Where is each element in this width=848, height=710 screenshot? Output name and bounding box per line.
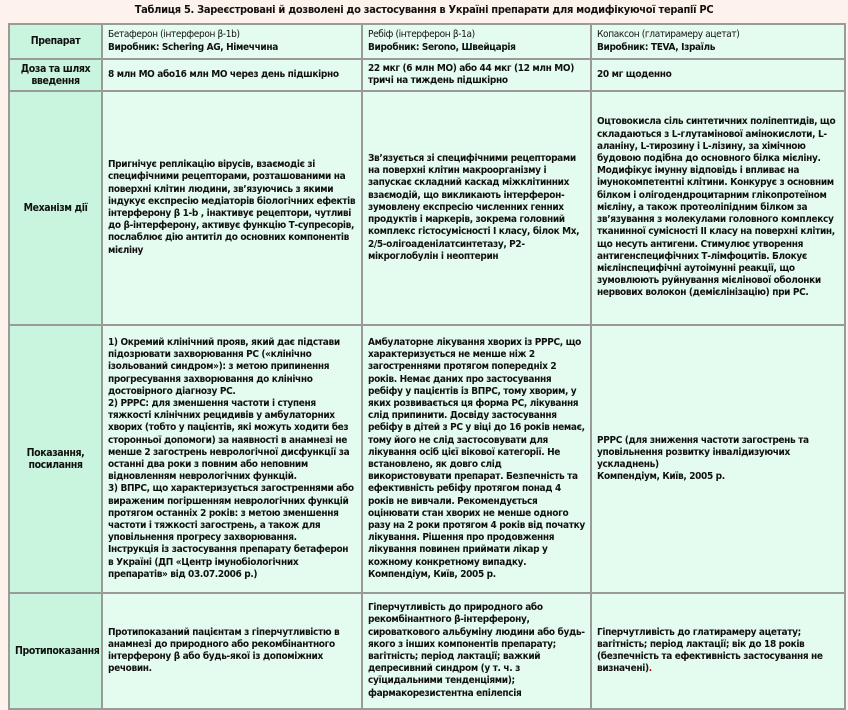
cell-betaferon-dose: 8 млн МО або16 млн МО через день підшкірно: [102, 59, 362, 91]
table-row-drug: [9, 24, 845, 59]
row-header-dose: [9, 59, 102, 91]
cell-rebif-mechanism: Зв’язується зі специфічними рецепторами на поверхні клітин макроорганізму і запускає складний каскад міжклітинних взаємодій, що викликають інтерферон-зумовлену експресію численних генних продуктів і маркерів, зокрема головний комплекс гістосумісності І класу, білок Мх, 2/5-олігоаденілатсинтетазу, Р2-мікроглобулін і неоптерин: [362, 91, 591, 325]
indication-item: 3) ВПРС, що характеризується загостреннями або вираженим погіршенням неврологічних функцій протягом останніх 2 років: з метою зменшення частоти і тяжкості загострень, а також для уповільнення прогресу захворювання.: [108, 483, 354, 544]
cell-betaferon-drug: [102, 24, 362, 59]
cell-copaxone-indications: [591, 325, 845, 593]
trailing-dot: .: [648, 663, 652, 675]
cell-betaferon-mechanism: Пригнічує реплікацію вірусів, взаємодіє зі специфічними рецепторами, розташованими на поверхні клітин людини, зв’язуючись з якими індукує експресію медіаторів біологічних ефектів інтерферону β 1-b , інактивує рецептори, чутливі до β-інтерферону, активує функцію Т-супресорів, послаблює дію антитіл до основних компонентів мієліну: [102, 91, 362, 325]
row-header-indications: [9, 325, 102, 593]
indication-item: 2) РРРС: для зменшення частоти і ступеня тяжкості клінічних рецидивів у амбулаторних хворих (тобто у пацієнтів, які можуть ходити без сторонньої допомоги) за наявності в анамнезі не менше 2 загострень неврологічної дисфункції за останні два роки з повним або неповним відновленням неврологічних функцій.: [108, 397, 350, 483]
cell-betaferon-contraindications: Протипоказаний пацієнтам з гіперчутливістю в анамнезі до природного або рекомбінантного інтерферону β або будь-якої із допоміжних речовин.: [102, 593, 362, 709]
drug-comparison-table: [8, 23, 846, 710]
indication-text: Амбулаторне лікування хворих із РРРС, що характеризується не менше ніж 2 загостреннями протягом попередніх 2 років. Немає даних про застосування ребіфу у пацієнтів із ВПРС, тому хворим, у яких розвивається ця форма РС, лікування слід припинити. Досвіду застосування ребіфу в дітей з РС у віці до 16 років немає, тому його не слід застосовувати для лікування осіб цієї вікової категорії. Не встановлено, як довго слід використовувати препарат. Безпечність та ефективність ребіфу протягом понад 4 років не вивчали. Рекомендується оцінювати стан хворих не менше одного разу на 2 роки протягом 4 років від початку лікування. Рішення про продовження лікування повинен приймати лікар у кожному конкретному випадку.: [368, 336, 585, 568]
drug-maker: Виробник: Serono, Швейцарія: [368, 41, 516, 53]
indication-source: Компендіум, Київ, 2005 р.: [368, 568, 496, 580]
drug-maker: Виробник: Schering AG, Німеччина: [108, 41, 278, 53]
table-row-mechanism: [9, 91, 845, 325]
row-header-mechanism: Механізм дії: [9, 91, 102, 325]
cell-copaxone-contraindications: [591, 593, 845, 709]
contraindication-text: Гіперчутливість до глатирамеру ацетату; вагітність; період лактації; вік до 18 років (безпечність та ефективність застосування не визначені): [597, 626, 823, 675]
table-row-dose: [9, 59, 845, 91]
cell-rebif-indications: [362, 325, 591, 593]
indication-source: Компендіум, Київ, 2005 р.: [597, 471, 725, 483]
cell-rebif-drug: [362, 24, 591, 59]
table-row-indications: [9, 325, 845, 593]
cell-copaxone-dose: 20 мг щоденно: [591, 59, 845, 91]
table-title: Таблиця 5. Зареєстровані й дозволені до застосування в Україні препарати для модифікуючої терапії РС: [134, 3, 714, 16]
drug-name: Копаксон (глатирамеру ацетат): [597, 29, 740, 41]
row-header-contraindications: Протипоказання: [9, 593, 102, 709]
row-header-indications-line1: Показання,: [26, 446, 85, 459]
cell-betaferon-indications: [102, 325, 362, 593]
row-header-dose-line2: введення: [31, 75, 80, 87]
drug-name: Бетаферон (інтерферон β-1b): [108, 29, 240, 41]
row-header-dose-line1: Доза та шлях: [20, 62, 91, 75]
table-row-contraindications: [9, 593, 845, 709]
cell-copaxone-drug: [591, 24, 845, 59]
cell-rebif-contraindications: Гіперчутливість до природного або рекомбінантного β-інтерферону, сироваткового альбуміну людини або будь-якого з інших компонентів препарату; вагітність; період лактації; важкий депресивний синдром (у т. ч. з суїцидальними тенденціями); фармакорезистентна епілепсія: [362, 593, 591, 709]
cell-rebif-dose: 22 мкг (6 млн МО) або 44 мкг (12 млн МО) тричі на тиждень підшкірно: [362, 59, 591, 91]
drug-name: Ребіф (інтерферон β-1a): [368, 29, 475, 41]
drug-maker: Виробник: TEVA, Ізраїль: [597, 41, 716, 53]
indication-item: 1) Окремий клінічний прояв, який дає підстави підозрювати захворювання РС («клінічно ізольований синдром»): з метою припинення прогресування захворювання до клінічно достовірного діагнозу РС.: [108, 336, 340, 397]
cell-copaxone-mechanism: Оцтовокисла сіль синтетичних поліпептидів, що складаються з L-глутамінової амінокислоти, L-аланіну, L-тирозину і L-лізину, за хімічною будовою подібна до основного білка мієліну. Модифікує імунну відповідь і впливає на імунокомпетентні клітини. Конкурує з основним білком і олігодендроцитарним глікопротеїном мієліну, а також протеоліпідним білком за зв’язування з молекулами головного комплексу тканинної сумісності ІІ класу на поверхні клітин, що несуть антигени. Стимулює утворення антигенспецифічних Т-лімфоцитів. Блокує мієлінспецифічні аутоімунні реакції, що зумовлюють руйнування мієлінової оболонки нервових волокон (демієлінізацію) при РС.: [591, 91, 845, 325]
indication-source: Інструкція із застосування препарату бетаферон в Україні (ДП «Центр імунобіологічних препаратів» від 03.07.2006 р.): [108, 544, 349, 580]
row-header-indications-line2: посилання: [28, 459, 83, 471]
indication-text: РРРС (для зниження частоти загострень та уповільнення розвитку інвалідизуючих ускладнень): [597, 434, 809, 470]
row-header-drug: Препарат: [9, 24, 102, 59]
